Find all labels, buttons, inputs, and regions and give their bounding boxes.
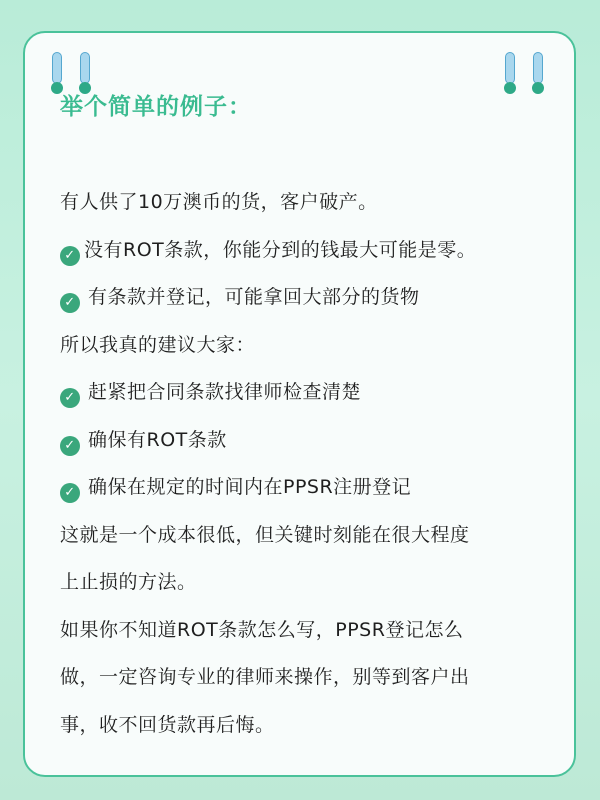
checklist-item: ✓ 没有ROT条款，你能分到的钱最大可能是零。 <box>60 236 560 284</box>
checklist-item: ✓ 确保有ROT条款 <box>60 426 560 474</box>
check-circle-icon: ✓ <box>60 483 80 503</box>
check-circle-icon: ✓ <box>60 293 80 313</box>
check-circle-icon: ✓ <box>60 246 80 266</box>
article-body <box>60 188 560 758</box>
paragraph: 所以我真的建议大家： <box>60 333 256 356</box>
paragraph: 事，收不回货款再后悔。 <box>60 713 275 736</box>
binder-ring-icon <box>505 52 515 98</box>
check-circle-icon: ✓ <box>60 388 80 408</box>
checklist-item: ✓ 有条款并登记，可能拿回大部分的货物 <box>60 283 560 331</box>
paragraph: 做，一定咨询专业的律师来操作，别等到客户出 <box>60 666 470 688</box>
check-circle-icon: ✓ <box>60 436 80 456</box>
binder-ring-icon <box>533 52 543 98</box>
checklist-item: ✓ 赶紧把合同条款找律师检查清楚 <box>60 378 560 426</box>
page-title: 举个简单的例子： <box>60 94 252 120</box>
paragraph: 这就是一个成本很低，但关键时刻能在很大程度 <box>60 523 470 546</box>
paragraph: 上止损的方法。 <box>60 571 197 593</box>
paragraph: 有人供了10万澳币的货，客户破产。 <box>60 191 378 213</box>
checklist-item: ✓ 确保在规定的时间内在PPSR注册登记 <box>60 473 560 521</box>
paragraph: 如果你不知道ROT条款怎么写，PPSR登记怎么 <box>60 618 464 641</box>
